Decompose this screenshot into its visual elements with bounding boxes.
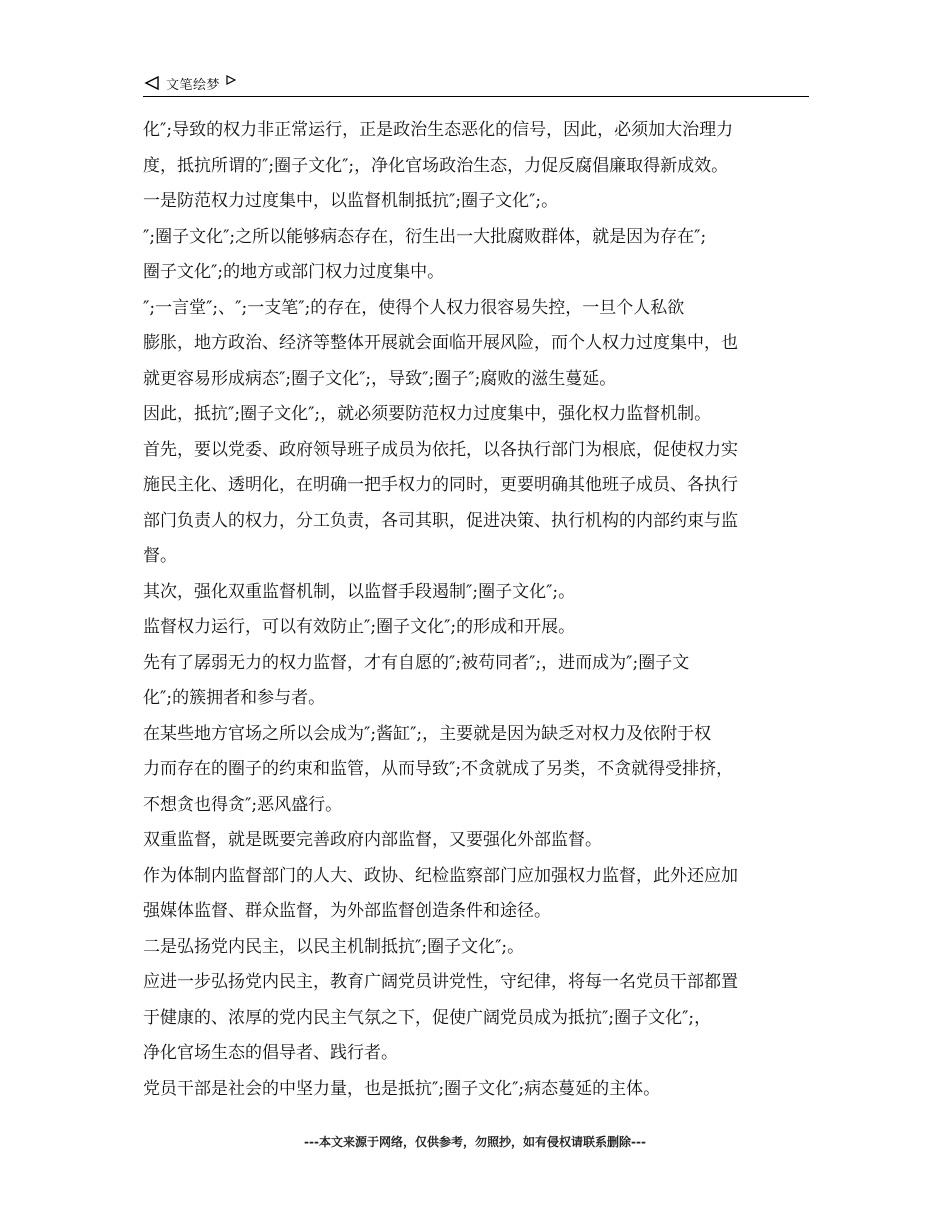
text-line: 应进一步弘扬党内民主，教育广阔党员讲党性，守纪律，将每一名党员干部都置 [143, 972, 738, 992]
text-line: 在某些地方官场之所以会成为″;酱缸″;，主要就是因为缺乏对权力及依附于权 [143, 723, 712, 744]
text-line: 督。 [143, 546, 177, 566]
text-line: 就更容易形成病态″;圈子文化″;，导致″;圈子″;腐败的滋生蔓延。 [143, 368, 617, 389]
text-line: 强媒体监督、群众监督，为外部监督创造条件和途径。 [143, 901, 551, 921]
text-line: 一是防范权力过度集中，以监督机制抵抗″;圈子文化″;。 [143, 191, 559, 211]
text-line: 部门负责人的权力，分工负责，各司其职，促进决策、执行机构的内部约束与监 [143, 510, 738, 531]
triangle-left-icon [144, 75, 160, 91]
text-line: 双重监督，就是既要完善政府内部监督，又要强化外部监督。 [143, 830, 602, 850]
document-body [143, 113, 809, 1107]
text-line: 力而存在的圈子的约束和监管，从而导致″;不贪就成了另类，不贪就得受排挤， [143, 759, 734, 779]
page-header [143, 70, 809, 97]
text-line: 膨胀，地方政治、经济等整体开展就会面临开展风险，而个人权力过度集中，也 [143, 333, 738, 353]
text-line: 二是弘扬党内民主，以民主机制抵抗″;圈子文化″;。 [143, 936, 525, 957]
text-line: 党员干部是社会的中坚力量，也是抵抗″;圈子文化″;病态蔓延的主体。 [143, 1078, 661, 1099]
text-line: 因此，抵抗″;圈子文化″;，就必须要防范权力过度集中，强化权力监督机制。 [143, 404, 712, 424]
text-line: 先有了孱弱无力的权力监督，才有自愿的″;被苟同者″;，进而成为″;圈子文 [143, 652, 690, 673]
text-line: 首先，要以党委、政府领导班子成员为依托，以各执行部门为根底，促使权力实 [143, 439, 738, 460]
text-line: 监督权力运行，可以有效防止″;圈子文化″;的形成和开展。 [143, 617, 576, 637]
text-line: 化″;导致的权力非正常运行，正是政治生态恶化的信号，因此，必须加大治理力 [143, 120, 734, 140]
text-line: ″;一言堂″;、″;一支笔″;的存在，使得个人权力很容易失控，一旦个人私欲 [143, 297, 685, 318]
triangle-right-icon [226, 75, 236, 85]
text-line: 度，抵抗所谓的″;圈子文化″;，净化官场政治生态，力促反腐倡廉取得新成效。 [143, 155, 729, 176]
text-line: 净化官场生态的倡导者、践行者。 [143, 1043, 398, 1063]
text-line: 于健康的、浓厚的党内民主气氛之下，促使广阔党员成为抵抗″;圈子文化″;， [143, 1007, 712, 1028]
text-line: 其次，强化双重监督机制，以监督手段遏制″;圈子文化″;。 [143, 581, 576, 602]
text-line: 圈子文化″;的地方或部门权力过度集中。 [143, 262, 445, 282]
text-line: 化″;的簇拥者和参与者。 [143, 688, 326, 708]
page-footer: ---本文来源于网络，仅供参考，勿照抄，如有侵权请联系删除--- [304, 1135, 646, 1149]
text-line: ″;圈子文化″;之所以能够病态存在，衍生出一大批腐败群体，就是因为存在″; [143, 226, 707, 247]
text-line: 作为体制内监督部门的人大、政协、纪检监察部门应加强权力监督，此外还应加 [143, 865, 738, 886]
header-title: 文笔绘梦 [166, 77, 221, 93]
text-line: 施民主化、透明化，在明确一把手权力的同时，更要明确其他班子成员、各执行 [143, 475, 738, 495]
text-line: 不想贪也得贪″;恶风盛行。 [143, 794, 343, 815]
